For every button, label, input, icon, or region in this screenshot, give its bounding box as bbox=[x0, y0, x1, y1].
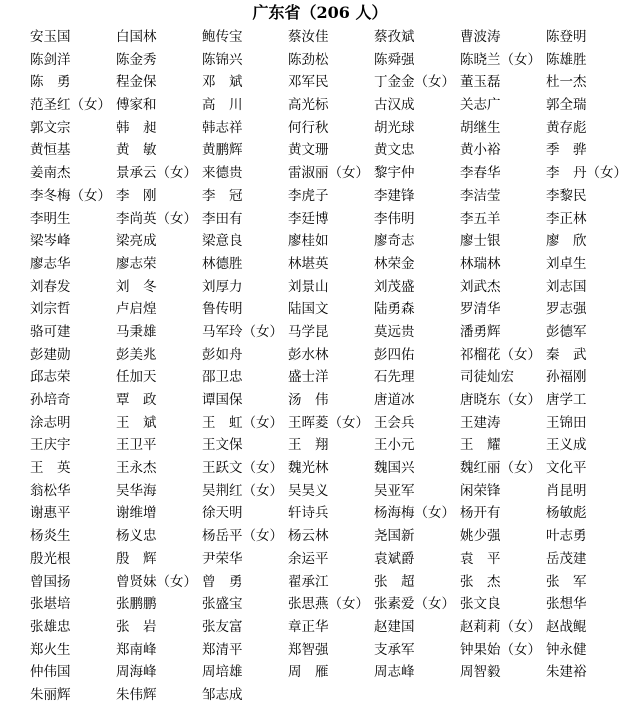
person-name: 李田有 bbox=[202, 210, 243, 227]
person-name: 姜南杰 bbox=[30, 165, 71, 182]
person-name: 张堪培 bbox=[30, 596, 71, 613]
person-name: 徐天明 bbox=[202, 505, 243, 522]
person-name: 黎宇仲 bbox=[374, 165, 415, 182]
person-name: 谢维增 bbox=[116, 505, 157, 522]
person-name: 杨义忠 bbox=[116, 528, 157, 545]
person-name: 任加天 bbox=[116, 369, 157, 386]
person-name: 赵战鲲 bbox=[546, 618, 587, 635]
person-name: 廖士银 bbox=[460, 233, 501, 250]
person-name: 廖桂如 bbox=[288, 233, 329, 250]
person-name: 王小元 bbox=[374, 437, 415, 454]
person-name: 陈晓兰（女） bbox=[460, 51, 541, 68]
person-name: 谢惠平 bbox=[30, 505, 71, 522]
person-name: 陈剑洋 bbox=[30, 51, 71, 68]
person-name: 陈舜强 bbox=[374, 51, 415, 68]
person-name: 高光标 bbox=[288, 97, 329, 114]
person-name: 朱伟辉 bbox=[116, 686, 157, 703]
person-name: 王永杰 bbox=[116, 460, 157, 477]
person-name: 唐晓东（女） bbox=[460, 392, 541, 408]
person-name: 王 耀 bbox=[460, 437, 501, 454]
person-name: 杜一杰 bbox=[546, 74, 587, 91]
person-name: 李廷博 bbox=[288, 210, 329, 227]
person-name: 王锦田 bbox=[546, 414, 587, 431]
person-name: 李正林 bbox=[546, 210, 587, 227]
person-name: 曾 勇 bbox=[202, 573, 243, 590]
person-name: 杨海梅（女） bbox=[374, 505, 455, 522]
person-name: 安玉国 bbox=[30, 29, 71, 45]
person-name: 廖志荣 bbox=[116, 255, 157, 272]
person-name: 轩诗兵 bbox=[288, 505, 329, 522]
person-name: 黄文珊 bbox=[288, 142, 329, 159]
person-name: 袁 平 bbox=[460, 550, 501, 567]
person-name: 郑火生 bbox=[30, 641, 71, 658]
person-name: 郑智强 bbox=[288, 641, 329, 658]
person-name: 王 斌 bbox=[116, 414, 157, 431]
person-name: 尹荣华 bbox=[202, 550, 243, 567]
person-name: 罗清华 bbox=[460, 301, 501, 318]
person-name: 李尚英（女） bbox=[116, 210, 197, 227]
person-name: 刘春发 bbox=[30, 278, 71, 295]
person-name: 李 丹（女） bbox=[546, 165, 627, 182]
person-name: 王会兵 bbox=[374, 414, 415, 431]
person-name: 袁斌爵 bbox=[374, 550, 415, 567]
person-name: 王建涛 bbox=[460, 414, 501, 431]
person-name: 郑南峰 bbox=[116, 641, 157, 658]
person-name: 李洁莹 bbox=[460, 187, 501, 204]
person-name: 文化平 bbox=[546, 460, 587, 477]
person-name: 张 岩 bbox=[116, 618, 157, 635]
person-name: 古汉成 bbox=[374, 97, 415, 114]
person-name: 张雄忠 bbox=[30, 618, 71, 635]
person-name: 覃 政 bbox=[116, 392, 157, 408]
person-name: 李建锋 bbox=[374, 187, 415, 204]
person-name: 翟承江 bbox=[288, 573, 329, 590]
person-name: 杨云林 bbox=[288, 528, 329, 545]
person-name: 马秉雄 bbox=[116, 323, 157, 340]
person-name: 支承军 bbox=[374, 641, 415, 658]
person-name: 彭如舟 bbox=[202, 346, 243, 363]
person-name: 郭文宗 bbox=[30, 119, 71, 136]
person-name: 张盛宝 bbox=[202, 596, 243, 613]
person-name: 郑清平 bbox=[202, 641, 243, 658]
person-name: 李 冠 bbox=[202, 187, 243, 204]
person-name: 司徒灿宏 bbox=[460, 369, 514, 386]
person-name: 骆可建 bbox=[30, 323, 71, 340]
person-name: 景承云（女） bbox=[116, 165, 197, 182]
person-name: 章正华 bbox=[288, 618, 329, 635]
person-name: 张鹏鹏 bbox=[116, 596, 157, 613]
person-name: 程金保 bbox=[116, 74, 157, 91]
person-name: 余运平 bbox=[288, 550, 329, 567]
person-name: 闲荣锋 bbox=[460, 482, 501, 499]
person-name: 周智毅 bbox=[460, 664, 501, 681]
person-name: 高 川 bbox=[202, 97, 243, 114]
person-name: 丁金金（女） bbox=[374, 74, 455, 91]
person-name: 鲍传宝 bbox=[202, 29, 243, 45]
person-name: 刘茂盛 bbox=[374, 278, 415, 295]
person-name: 吴华海 bbox=[116, 482, 157, 499]
person-name: 仲伟国 bbox=[30, 664, 71, 681]
person-name: 钟永健 bbox=[546, 641, 587, 658]
person-name: 黄 敏 bbox=[116, 142, 157, 159]
person-name: 张想华 bbox=[546, 596, 587, 613]
person-name: 陈 勇 bbox=[30, 74, 71, 91]
person-name: 彭建勋 bbox=[30, 346, 71, 363]
person-name: 林荣金 bbox=[374, 255, 415, 272]
person-name: 曹波涛 bbox=[460, 29, 501, 45]
person-name: 白国林 bbox=[116, 29, 157, 45]
person-name: 汤 伟 bbox=[288, 392, 329, 408]
person-name: 梁亮成 bbox=[116, 233, 157, 250]
person-name: 曾国扬 bbox=[30, 573, 71, 590]
person-name: 潘勇辉 bbox=[460, 323, 501, 340]
person-name: 姚少强 bbox=[460, 528, 501, 545]
person-name: 李春华 bbox=[460, 165, 501, 182]
person-name: 张 超 bbox=[374, 573, 415, 590]
person-name: 周海峰 bbox=[116, 664, 157, 681]
person-name: 罗志强 bbox=[546, 301, 587, 318]
person-name: 赵建国 bbox=[374, 618, 415, 635]
person-name: 张思燕（女） bbox=[288, 596, 369, 613]
person-name: 翁松华 bbox=[30, 482, 71, 499]
person-name: 邓军民 bbox=[288, 74, 329, 91]
person-name: 胡光球 bbox=[374, 119, 415, 136]
person-name: 唐学工 bbox=[546, 392, 587, 408]
person-name: 赵莉莉（女） bbox=[460, 618, 541, 635]
person-name: 韩 昶 bbox=[116, 119, 157, 136]
person-name: 蔡孜斌 bbox=[374, 29, 415, 45]
person-name: 孙培奇 bbox=[30, 392, 71, 408]
person-name: 梁岑峰 bbox=[30, 233, 71, 250]
person-name: 黄鹏辉 bbox=[202, 142, 243, 159]
person-name: 王义成 bbox=[546, 437, 587, 454]
person-name: 石先理 bbox=[374, 369, 415, 386]
person-name: 谭国保 bbox=[202, 392, 243, 408]
person-name: 黄存彪 bbox=[546, 119, 587, 136]
person-name: 杨敏彪 bbox=[546, 505, 587, 522]
person-name: 朱建裕 bbox=[546, 664, 587, 681]
person-name: 吴昊义 bbox=[288, 482, 329, 499]
person-name: 黄恒基 bbox=[30, 142, 71, 159]
person-name: 曾贤妹（女） bbox=[116, 573, 197, 590]
person-name: 邱志荣 bbox=[30, 369, 71, 386]
person-name: 吴亚军 bbox=[374, 482, 415, 499]
person-name: 魏红丽（女） bbox=[460, 460, 541, 477]
person-name: 魏光林 bbox=[288, 460, 329, 477]
person-name: 刘景山 bbox=[288, 278, 329, 295]
person-name: 李 刚 bbox=[116, 187, 157, 204]
person-name: 雷淑丽（女） bbox=[288, 165, 369, 182]
person-name: 周志峰 bbox=[374, 664, 415, 681]
person-name: 陆勇森 bbox=[374, 301, 415, 318]
person-name: 卢启煌 bbox=[116, 301, 157, 318]
person-name: 叶志勇 bbox=[546, 528, 587, 545]
person-name: 周培雄 bbox=[202, 664, 243, 681]
person-name: 邹志成 bbox=[202, 686, 243, 703]
person-name: 张 杰 bbox=[460, 573, 501, 590]
person-name: 李虎子 bbox=[288, 187, 329, 204]
person-name: 陈金秀 bbox=[116, 51, 157, 68]
person-name: 马军玲（女） bbox=[202, 323, 283, 340]
person-name: 廖 欣 bbox=[546, 233, 587, 250]
person-name: 魏国兴 bbox=[374, 460, 415, 477]
person-name: 陆国文 bbox=[288, 301, 329, 318]
person-name: 李五羊 bbox=[460, 210, 501, 227]
person-name: 莫远贵 bbox=[374, 323, 415, 340]
person-name: 张素爱（女） bbox=[374, 596, 455, 613]
person-name: 岳茂建 bbox=[546, 550, 587, 567]
person-name: 梁意良 bbox=[202, 233, 243, 250]
person-name: 吴荆红（女） bbox=[202, 482, 283, 499]
names-grid bbox=[30, 26, 632, 707]
person-name: 廖奇志 bbox=[374, 233, 415, 250]
person-name: 彭四佑 bbox=[374, 346, 415, 363]
person-name: 朱丽辉 bbox=[30, 686, 71, 703]
person-name: 秦 武 bbox=[546, 346, 587, 363]
person-name: 刘志国 bbox=[546, 278, 587, 295]
person-name: 廖志华 bbox=[30, 255, 71, 272]
person-name: 彭水林 bbox=[288, 346, 329, 363]
person-name: 王卫平 bbox=[116, 437, 157, 454]
person-name: 邓 斌 bbox=[202, 74, 243, 91]
person-name: 尧国新 bbox=[374, 528, 415, 545]
person-name: 林堪英 bbox=[288, 255, 329, 272]
person-name: 彭德军 bbox=[546, 323, 587, 340]
person-name: 殷 辉 bbox=[116, 550, 157, 567]
person-name: 涂志明 bbox=[30, 414, 71, 431]
person-name: 刘武杰 bbox=[460, 278, 501, 295]
person-name: 李明生 bbox=[30, 210, 71, 227]
person-name: 胡继生 bbox=[460, 119, 501, 136]
person-name: 周 雁 bbox=[288, 664, 329, 681]
person-name: 韩志祥 bbox=[202, 119, 243, 136]
section-title: 广东省（206 人） bbox=[252, 3, 388, 22]
person-name: 陈锦兴 bbox=[202, 51, 243, 68]
person-name: 李冬梅（女） bbox=[30, 187, 111, 204]
person-name: 季 骅 bbox=[546, 142, 587, 159]
person-name: 傅家和 bbox=[116, 97, 157, 114]
person-name: 关志广 bbox=[460, 97, 501, 114]
person-name: 蔡汝佳 bbox=[288, 29, 329, 45]
person-name: 黄文忠 bbox=[374, 142, 415, 159]
person-name: 张文良 bbox=[460, 596, 501, 613]
person-name: 何行秋 bbox=[288, 119, 329, 136]
person-name: 彭美兆 bbox=[116, 346, 157, 363]
person-name: 刘卓生 bbox=[546, 255, 587, 272]
person-name: 陈登明 bbox=[546, 29, 587, 45]
person-name: 孙福刚 bbox=[546, 369, 587, 386]
person-name: 王跃文（女） bbox=[202, 460, 283, 477]
person-name: 杨岳平（女） bbox=[202, 528, 283, 545]
person-name: 李伟明 bbox=[374, 210, 415, 227]
person-name: 黄小裕 bbox=[460, 142, 501, 159]
person-name: 鲁传明 bbox=[202, 301, 243, 318]
person-name: 陈雄胜 bbox=[546, 51, 587, 68]
person-name: 杨开有 bbox=[460, 505, 501, 522]
person-name: 王 英 bbox=[30, 460, 71, 477]
person-name: 董玉磊 bbox=[460, 74, 501, 91]
person-name: 王晖菱（女） bbox=[288, 414, 369, 431]
person-name: 钟果始（女） bbox=[460, 641, 541, 658]
person-name: 肖昆明 bbox=[546, 482, 587, 499]
person-name: 殷光根 bbox=[30, 550, 71, 567]
person-name: 祁榴花（女） bbox=[460, 346, 541, 363]
person-name: 刘宗哲 bbox=[30, 301, 71, 318]
person-name: 王庆宇 bbox=[30, 437, 71, 454]
person-name: 林德胜 bbox=[202, 255, 243, 272]
person-name: 张友富 bbox=[202, 618, 243, 635]
person-name: 李黎民 bbox=[546, 187, 587, 204]
person-name: 邵卫忠 bbox=[202, 369, 243, 386]
person-name: 来德贵 bbox=[202, 165, 243, 182]
person-name: 陈劲松 bbox=[288, 51, 329, 68]
person-name: 盛士洋 bbox=[288, 369, 329, 386]
person-name: 刘厚力 bbox=[202, 278, 243, 295]
person-name: 杨炎生 bbox=[30, 528, 71, 545]
person-name: 唐道冰 bbox=[374, 392, 415, 408]
person-name: 林瑞林 bbox=[460, 255, 501, 272]
person-name: 刘 冬 bbox=[116, 278, 157, 295]
person-name: 王文保 bbox=[202, 437, 243, 454]
person-name: 马学昆 bbox=[288, 323, 329, 340]
person-name: 张 军 bbox=[546, 573, 587, 590]
person-name: 王 虹（女） bbox=[202, 414, 283, 431]
person-name: 郭全瑞 bbox=[546, 97, 587, 114]
person-name: 范圣红（女） bbox=[30, 97, 111, 114]
person-name: 王 翔 bbox=[288, 437, 329, 454]
